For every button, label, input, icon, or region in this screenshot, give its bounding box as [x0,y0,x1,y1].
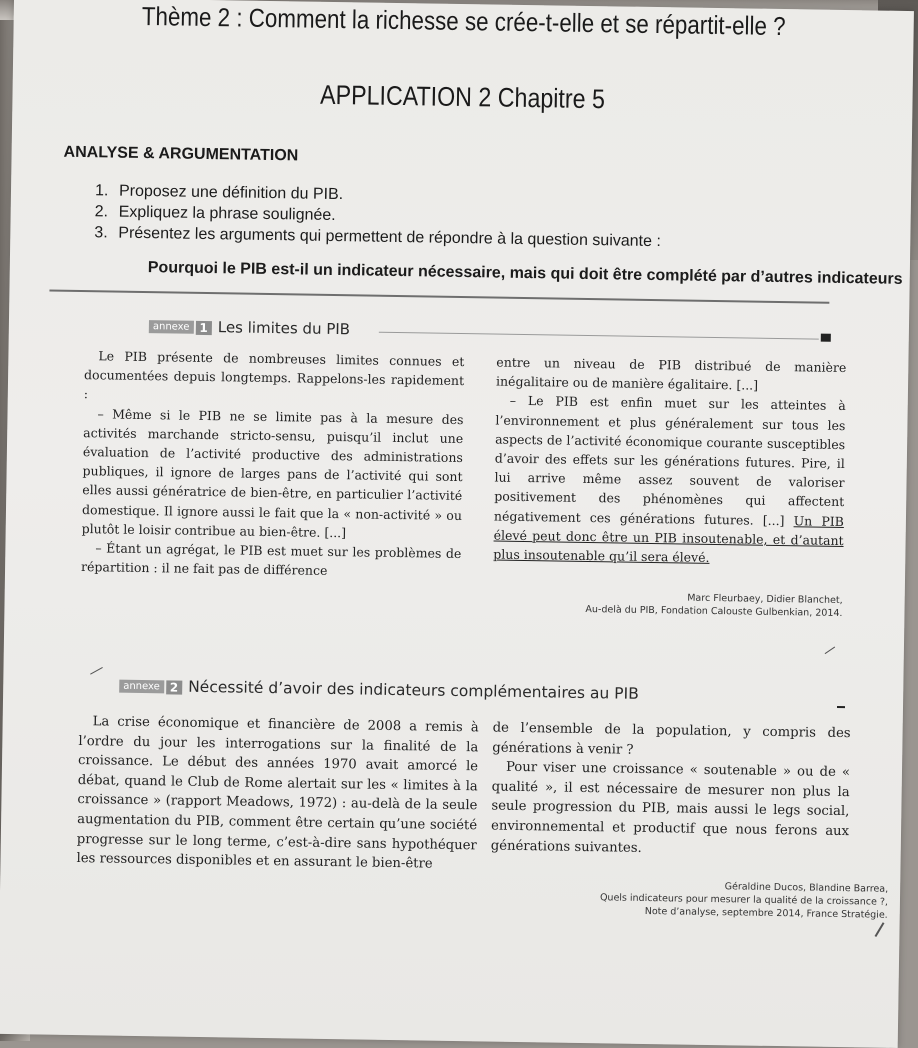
annexe-1-rule [379,332,819,340]
paragraph: – Le PIB est enfin muet sur les atteintes à l’environnement et plus généralement sur tous les aspects de l’activité économique courante susceptibles d’avoir des effets sur les générations futures. Pire, il lui arrive même assez souvent de valoriser positivement des phénomènes qui affectent négativement ces générations futures. [...] Un PIB élevé peut donc être un PIB insoutenable, et d’autant plus insoutenable qu’il sera élevé. [493,393,846,565]
paragraph: La crise économique et financière de 2008 a remis à l’ordre du jour les interrogations sur la finalité de la croissance. Le début des années 1970 avait amorcé le débat, quand le Club de Rome alertait sur les « limites à la croissance » (rapport Meadows, 1972) : au-delà de la seule augmentation du PIB, comment être certain qu’une société progresse sur le long terme, c’est-à-dire sans hypothéquer les ressources disponibles et en assurant le bien-être [76,714,479,872]
theme-title: Thème 2 : Comment la richesse se crée-t-elle et se répartit-elle ? [141,0,786,42]
question-item: 2. Expliquez la phrase soulignée. [94,203,336,225]
pen-mark [825,647,835,655]
paragraph: – Même si le PIB ne se limite pas à la mesure des activités marchande stricto-sensu, puisqu’il inclut une évaluation de l’activité productive des administrations publiques, il ignore de larges pans de l’activité qui sont elles aussi génératrice de bien-être, en particulier l’activité domestique. Il ignore aussi le fait que la « non-activité » ou plutôt le loisir contribue au bien-être. [...] [81,405,464,541]
main-question: Pourquoi le PIB est-il un indicateur nécessaire, mais qui doit être complété par d’autres indicateurs [147,259,903,288]
underlined-sentence: Un PIB élevé peut donc être un PIB insoutenable, et d’autant plus insoutenable qu’il sera élevé. [493,512,845,565]
annexe-2-source: Géraldine Ducos, Blandine Barrea, Quels indicateurs pour mesurer la qualité de la croissance ?, Note d’analyse, septembre 2014, France Stratégie. [599,881,889,921]
annexe-2-title: Nécessité d’avoir des indicateurs complémentaires au PIB [188,677,639,703]
annexe-badge: annexe [149,320,194,334]
question-item: 1. Proposez une définition du PIB. [94,182,344,204]
annexe-2-heading [119,677,639,703]
divider [49,290,829,304]
paragraph: de l’ensemble de la population, y compris des générations à venir ? [492,720,851,758]
annexe-1-source: Marc Fleurbaey, Didier Blanchet, Au-delà du PIB, Fondation Calouste Gulbenkian, 2014. [585,592,843,620]
annexe-1-marker [821,334,831,342]
annexe-1-left-column [81,346,465,582]
annexe-1-title: Les limites du PIB [217,318,351,339]
pen-mark [875,922,885,937]
annexe-number: 1 [195,320,212,334]
section-title: ANALYSE & ARGUMENTATION [63,143,299,165]
annexe-1-right-column [493,353,846,570]
annexe-number: 2 [166,680,183,694]
paragraph: entre un niveau de PIB distribué de manière inégalitaire ou de manière égalitaire. [...] [495,354,847,393]
annexe-badge: annexe [119,680,164,694]
paragraph: Pour viser une croissance « soutenable » ou de « qualité », il est nécessaire de mesurer non plus la seule progression du PIB, mais aussi le legs social, environnemental et productif que nous ferons aux générations suivantes. [490,759,851,856]
paragraph: – Étant un agrégat, le PIB est muet sur les problèmes de répartition : il ne fait pas de différence [80,540,462,579]
paragraph: Le PIB présente de nombreuses limites connues et documentées depuis longtemps. Rappelons-les rapidement : [83,348,465,402]
application-title: APPLICATION 2 Chapitre 5 [319,79,606,115]
annexe-2-marker [837,706,845,708]
annexe-2-right-column [491,719,851,862]
annexe-2-left-column [76,712,478,875]
question-list [94,180,661,252]
annexe-1-heading [149,317,350,338]
question-item: 3. Présentez les arguments qui permettent de répondre à la question suivante : [94,224,661,251]
pen-mark [90,667,103,675]
